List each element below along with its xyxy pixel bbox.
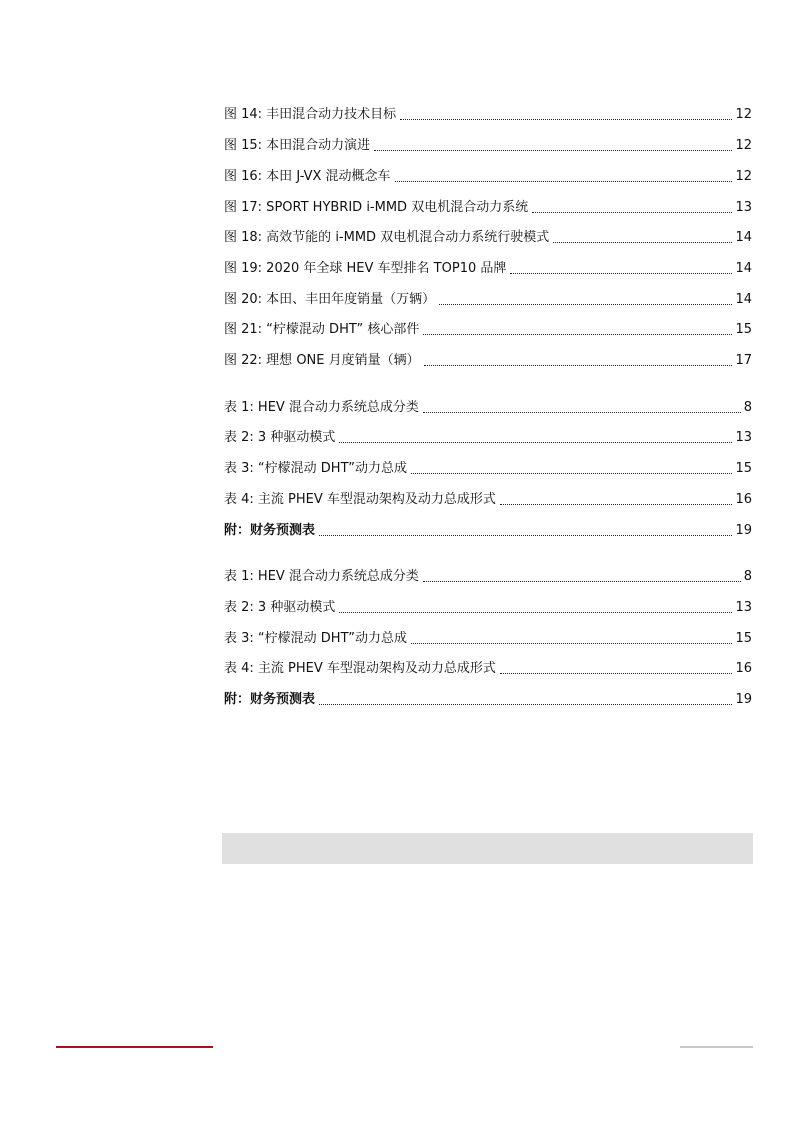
toc-entry-page: 12: [735, 169, 752, 184]
toc-entry-page: 14: [735, 261, 752, 276]
toc-entry-page: 19: [735, 692, 752, 707]
footer-rule-left: [56, 1046, 213, 1048]
toc-entry-page: 8: [743, 400, 752, 415]
toc-entry-label: 表 2: 3 种驱动模式: [224, 430, 336, 445]
toc-entry-page: 16: [735, 661, 752, 676]
toc-entry-label: 图 16: 本田 J-VX 混动概念车: [224, 169, 391, 184]
toc-entry-figure-18[interactable]: [224, 229, 752, 247]
toc-entry-label: 表 4: 主流 PHEV 车型混动架构及动力总成形式: [224, 492, 496, 507]
leader-dots: [423, 334, 732, 335]
toc-entry-table-2[interactable]: [224, 599, 752, 617]
toc-entry-figure-17[interactable]: [224, 199, 752, 217]
leader-dots: [553, 242, 732, 243]
section-header-bar: [222, 833, 753, 864]
leader-dots: [374, 150, 732, 151]
toc-entry-label: 图 14: 丰田混合动力技术目标: [224, 107, 397, 122]
leader-dots: [339, 442, 732, 443]
toc-entry-appendix[interactable]: [224, 691, 752, 709]
toc-entry-page: 12: [735, 138, 752, 153]
toc-entry-page: 8: [743, 569, 752, 584]
toc-entry-label: 附：财务预测表: [224, 523, 316, 538]
toc-entry-label: 图 20: 本田、丰田年度销量（万辆）: [224, 292, 436, 307]
toc-entry-page: 13: [735, 200, 752, 215]
toc-entry-label: 表 2: 3 种驱动模式: [224, 600, 336, 615]
leader-dots: [423, 412, 741, 413]
toc-entry-appendix[interactable]: [224, 522, 752, 540]
toc-entry-page: 14: [735, 230, 752, 245]
toc-entry-label: 图 17: SPORT HYBRID i-MMD 双电机混合动力系统: [224, 200, 529, 215]
toc-entry-figure-16[interactable]: [224, 168, 752, 186]
leader-dots: [510, 273, 732, 274]
toc-entry-table-3[interactable]: [224, 630, 752, 648]
leader-dots: [439, 304, 732, 305]
leader-dots: [339, 612, 732, 613]
toc-entry-page: 15: [735, 461, 752, 476]
toc-entry-page: 16: [735, 492, 752, 507]
toc-entry-label: 图 22: 理想 ONE 月度销量（辆）: [224, 353, 420, 368]
toc-entry-page: 15: [735, 631, 752, 646]
toc-entry-page: 17: [735, 353, 752, 368]
toc-entry-page: 14: [735, 292, 752, 307]
toc-entry-figure-15[interactable]: [224, 137, 752, 155]
leader-dots: [423, 581, 741, 582]
toc-entry-page: 13: [735, 430, 752, 445]
toc-entry-label: 附：财务预测表: [224, 692, 316, 707]
toc-entry-figure-20[interactable]: [224, 291, 752, 309]
toc-entry-table-2[interactable]: [224, 429, 752, 447]
leader-dots: [500, 504, 733, 505]
toc-entry-figure-14[interactable]: [224, 106, 752, 124]
leader-dots: [500, 673, 733, 674]
footer-rule-right: [680, 1046, 753, 1048]
leader-dots: [424, 365, 733, 366]
toc-entry-label: 表 1: HEV 混合动力系统总成分类: [224, 400, 419, 415]
leader-dots: [319, 535, 732, 536]
toc-entry-label: 表 4: 主流 PHEV 车型混动架构及动力总成形式: [224, 661, 496, 676]
toc-entry-page: 19: [735, 523, 752, 538]
toc-entry-table-3[interactable]: [224, 460, 752, 478]
toc-entry-table-4[interactable]: [224, 660, 752, 678]
leader-dots: [395, 181, 733, 182]
toc-entry-page: 13: [735, 600, 752, 615]
toc-entry-label: 图 19: 2020 年全球 HEV 车型排名 TOP10 品牌: [224, 261, 507, 276]
toc-entry-table-1[interactable]: [224, 399, 752, 417]
toc-entry-figure-19[interactable]: [224, 260, 752, 278]
toc-entry-label: 表 1: HEV 混合动力系统总成分类: [224, 569, 419, 584]
toc-entry-table-4[interactable]: [224, 491, 752, 509]
leader-dots: [319, 704, 732, 705]
leader-dots: [400, 119, 732, 120]
leader-dots: [532, 212, 732, 213]
toc-entry-label: 图 21: “柠檬混动 DHT” 核心部件: [224, 322, 420, 337]
toc-entry-label: 图 18: 高效节能的 i-MMD 双电机混合动力系统行驶模式: [224, 230, 550, 245]
toc-entry-label: 图 15: 本田混合动力演进: [224, 138, 371, 153]
toc-entry-figure-22[interactable]: [224, 352, 752, 370]
toc-entry-label: 表 3: “柠檬混动 DHT”动力总成: [224, 461, 407, 476]
leader-dots: [411, 473, 732, 474]
toc-entry-page: 15: [735, 322, 752, 337]
toc-entry-figure-21[interactable]: [224, 321, 752, 339]
toc-entry-label: 表 3: “柠檬混动 DHT”动力总成: [224, 631, 407, 646]
toc-entry-page: 12: [735, 107, 752, 122]
leader-dots: [411, 643, 732, 644]
toc-entry-table-1[interactable]: [224, 568, 752, 586]
